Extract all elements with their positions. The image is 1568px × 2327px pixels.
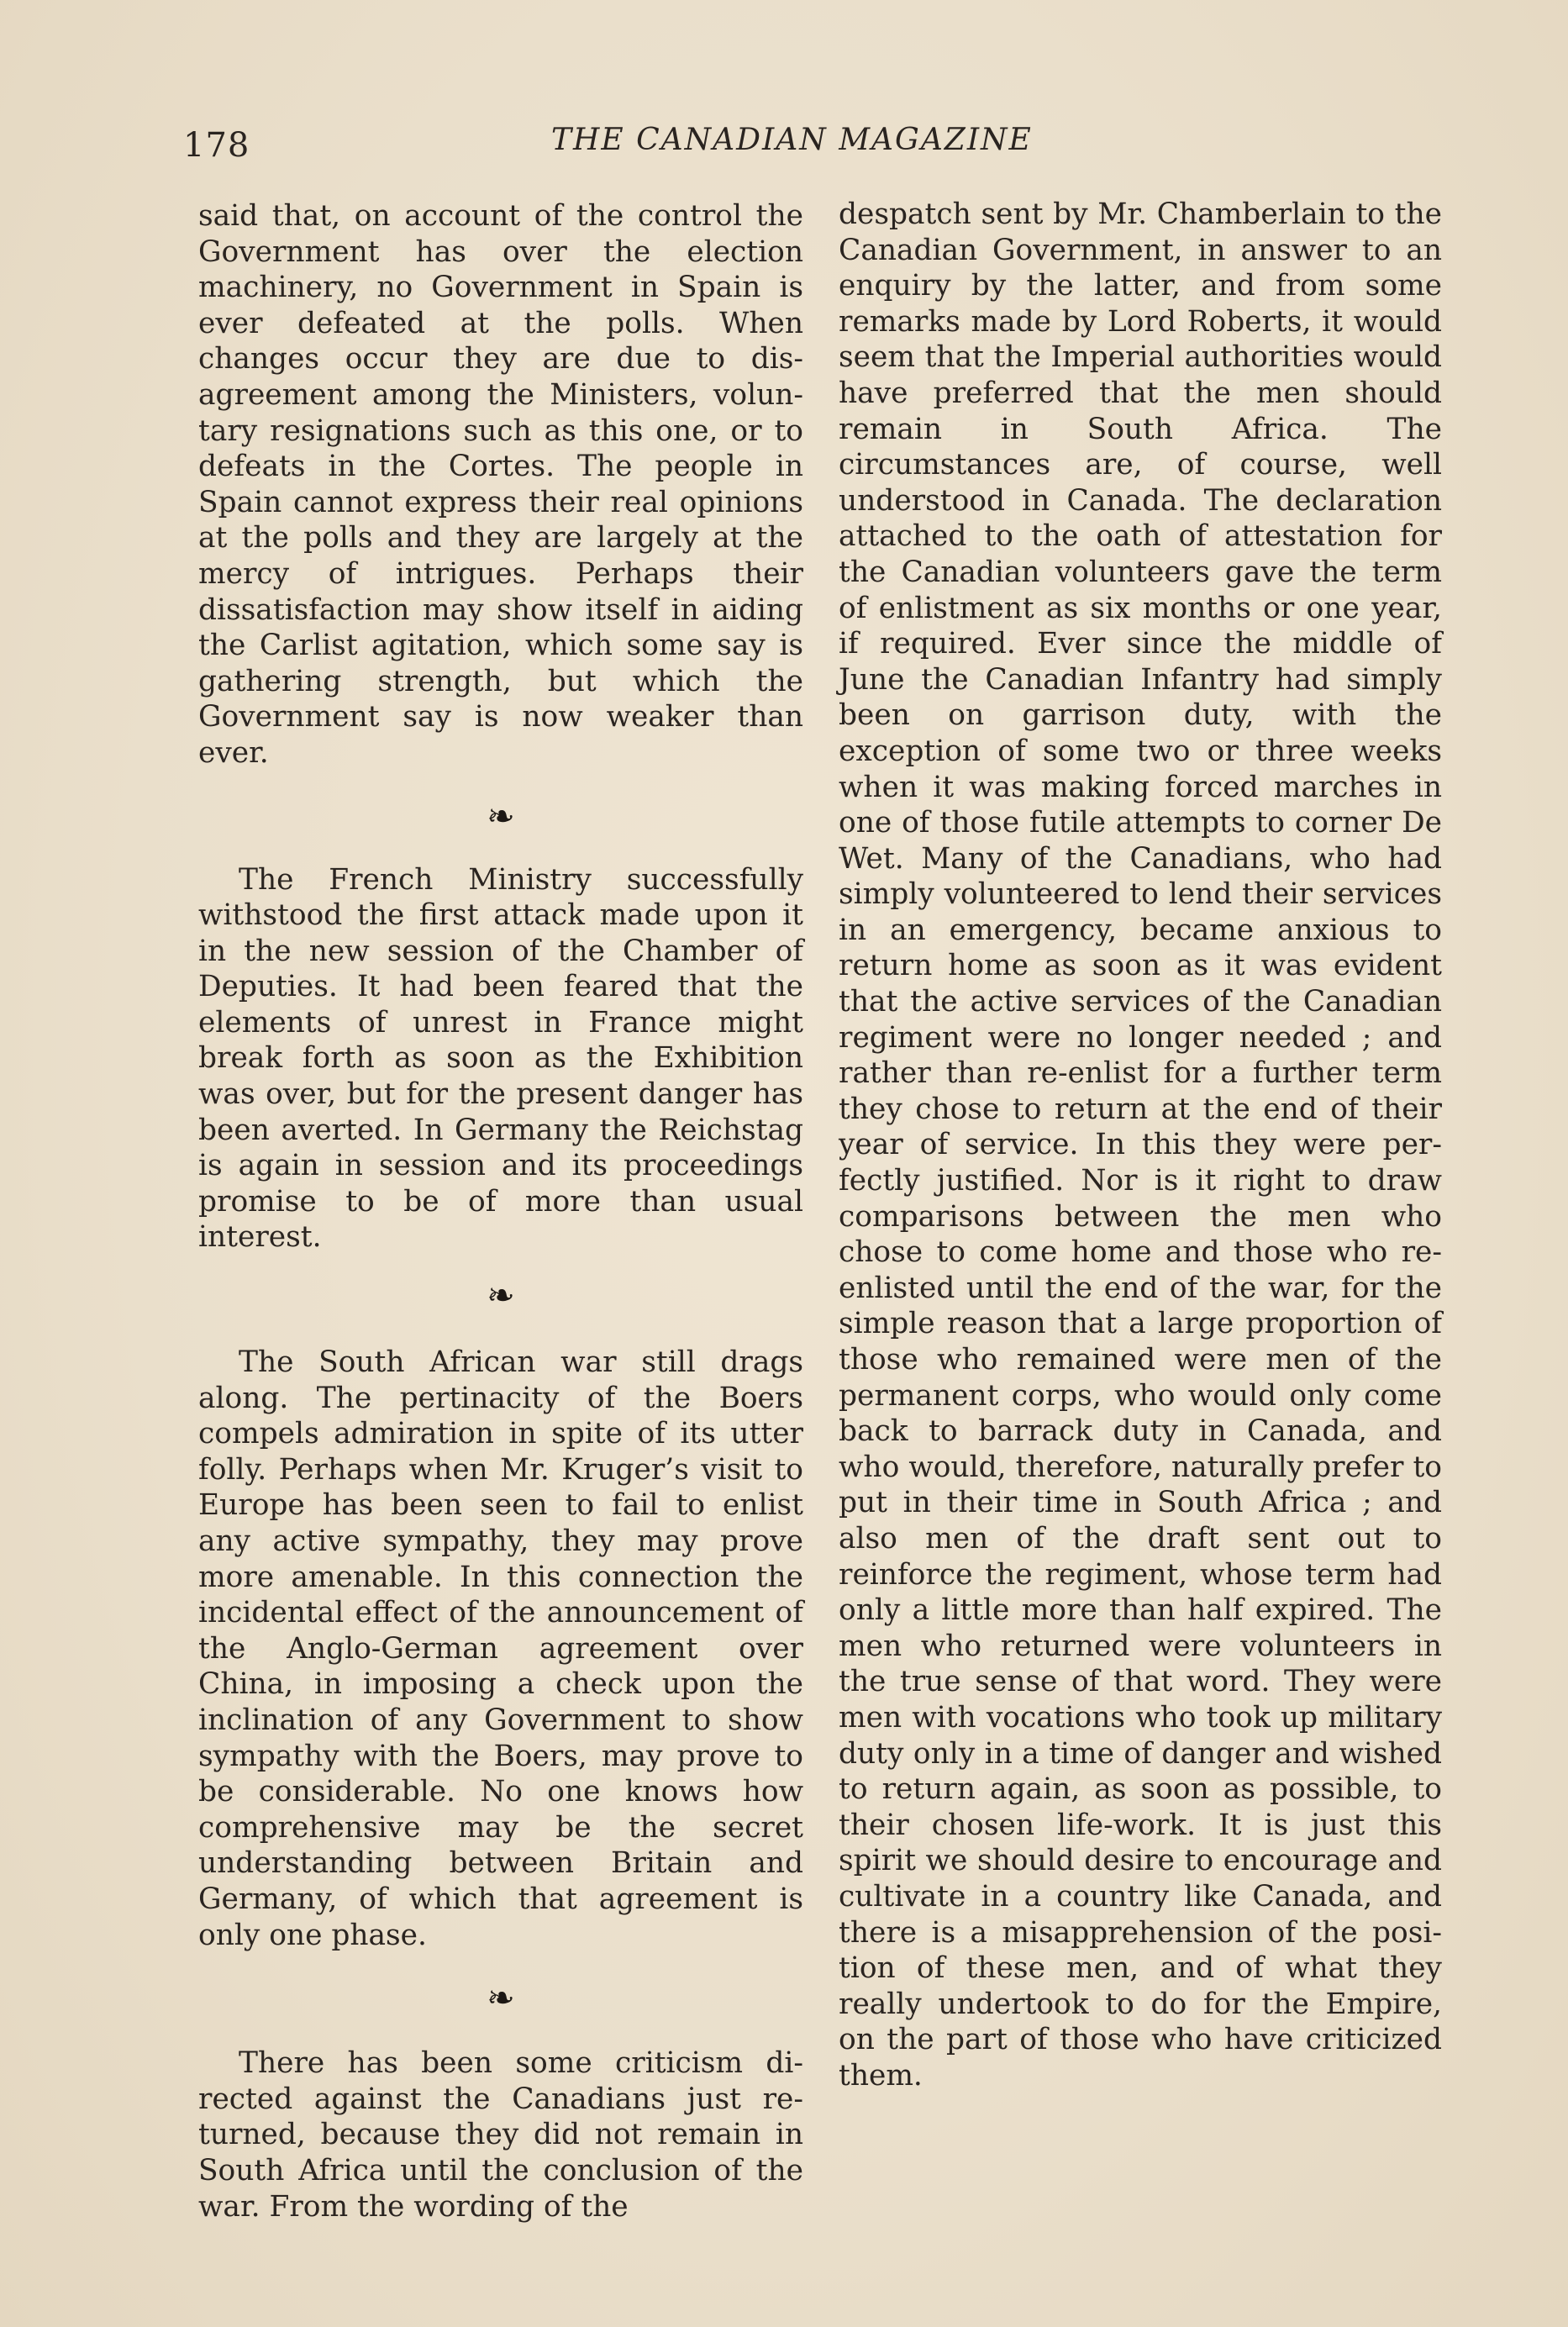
paragraph-south-african-war: The South African war still drags along. The pertinacity of the Boers compels admiration in spite of its utter folly. Perhaps when Mr. Kruger’s visit to Europe has been seen to fail to enlist any active sympathy, they may prove more amenable. In this connection the incidental effect of the announcement of the Anglo-German agreement over China, in imposing a check upon the inclination of any Government to show sympathy with the Boers, may prove to be considerable. No one knows how comprehensive may be the secret understanding between Britain and Germany, of which that agreement is only one phase. (198, 1345, 803, 1952)
paragraph-despatch: despatch sent by Mr. Chamberlain to the Canadian Government, in answer to an enquiry by the latter, and from some remarks made by Lord Roberts, it would seem that the Imperial authorities would have preferred that the men should remain in South Africa. The circumstances are, of course, well understood in Canada. The declaration attached to the oath of attestation for the Canadian volunteers gave the term of enlistment as six months or one year, if required. Ever since the middle of June the Canadian Infantry had simply been on garrison duty, with the exception of some two or three weeks when it was making forced marches in one of those futile attempts to corner De Wet. Many of the Canadians, who had simply volunteered to lend their services in an emergency, became anxious to return home as soon as it was evident that the active services of the Canadian regiment were no longer needed ; and rather than re-enlist for a further term they chose to return at the end of their year of service. In this they were perfectly justified. Nor is it right to draw comparisons between the men who chose to come home and those who reenlisted until the end of the war, for the simple reason that a large proportion of those who remained were men of the permanent corps, who would only come back to barrack duty in Canada, and who would, therefore, naturally prefer to put in their time in South Africa ; and also men of the draft sent out to reinforce the regiment, whose term had only a little more than half expired. The men who returned were volunteers in the true sense of that word. They were men with vocations who took up military duty only in a time of danger and wished to return again, as soon as possible, to their chosen life-work. It is just this spirit we should desire to encourage and cultivate in a country like Canada, and there is a misapprehension of the position of these men, and of what they really undertook to do for the Empire, on the part of those who have criticized them. (839, 197, 1442, 2093)
right-column (839, 197, 1442, 2093)
left-column (198, 198, 803, 2224)
paragraph-french-ministry: The French Ministry successfully withstood the first attack made upon it in the new session of the Chamber of Deputies. It had been feared that the elements of unrest in France might break forth as soon as the Exhibition was over, but for the present danger has been averted. In Germany the Reichstag is again in session and its proceedings promise to be of more than usual interest. (198, 862, 803, 1255)
fleuron-icon: ❧ (487, 1277, 515, 1316)
fleuron-icon: ❧ (487, 1979, 515, 2019)
page-number: 178 (183, 126, 250, 165)
fleuron-icon: ❧ (487, 797, 515, 836)
paragraph-criticism: There has been some criticism directed against the Canadians just returned, because they did not remain in South Africa until the conclusion of the war. From the wording of the (198, 2046, 803, 2224)
running-head: THE CANADIAN MAGAZINE (551, 123, 1033, 157)
paragraph-spain: said that, on account of the control the Government has over the election machinery, no Government in Spain is ever defeated at the polls. When changes occur they are due to disagreement among the Ministers, voluntary resignations such as this one, or to defeats in the Cortes. The people in Spain cannot express their real opinions at the polls and they are largely at the mercy of intrigues. Perhaps their dissatisfaction may show itself in aiding the Carlist agitation, which some say is gathering strength, but which the Government say is now weaker than ever. (198, 199, 803, 770)
